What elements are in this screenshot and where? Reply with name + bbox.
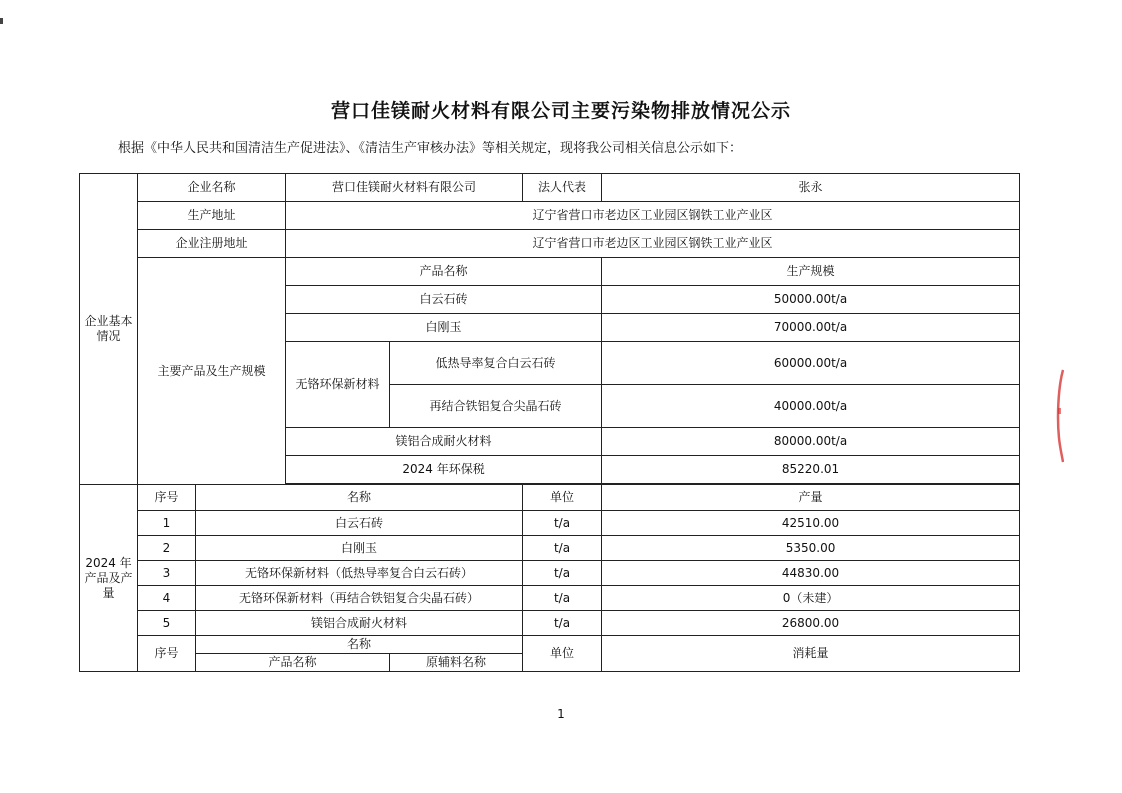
row-no: 2 (138, 536, 196, 561)
capacity-header: 生产规模 (602, 258, 1020, 286)
table-row (80, 202, 1022, 230)
product-name: 低热导率复合白云石砖 (390, 342, 602, 385)
scan-edge-mark (0, 18, 3, 24)
row-no: 3 (138, 561, 196, 586)
row-output: 5350.00 (602, 536, 1020, 561)
product-name: 再结合铁铝复合尖晶石砖 (390, 385, 602, 428)
consumption-no-header: 序号 (138, 636, 196, 672)
row-output: 0（未建） (602, 586, 1020, 611)
product-name: 白刚玉 (286, 314, 602, 342)
product-group-label: 无铬环保新材料 (286, 342, 390, 428)
intro-paragraph: 根据《中华人民共和国清洁生产促进法》、《清洁生产审核办法》等相关规定，现将我公司相关信息公示如下： (118, 141, 743, 156)
name-header: 名称 (196, 485, 523, 511)
row-no: 1 (138, 511, 196, 536)
page-number: 1 (557, 707, 565, 721)
legal-rep-label: 法人代表 (523, 174, 602, 202)
row-output: 42510.00 (602, 511, 1020, 536)
row-name: 白刚玉 (196, 536, 523, 561)
production-address-label: 生产地址 (138, 202, 286, 230)
registered-address-label: 企业注册地址 (138, 230, 286, 258)
row-unit: t/a (523, 561, 602, 586)
table-row (80, 561, 1022, 586)
disclosure-table (79, 173, 1021, 672)
output-header: 产量 (602, 485, 1020, 511)
row-no: 4 (138, 586, 196, 611)
legal-rep-value: 张永 (602, 174, 1020, 202)
row-output: 44830.00 (602, 561, 1020, 586)
unit-header: 单位 (523, 485, 602, 511)
company-name-value: 营口佳镁耐火材料有限公司 (286, 174, 523, 202)
table-row (80, 536, 1022, 561)
table-row (80, 485, 1022, 511)
table-row (80, 174, 1022, 202)
row-name: 无铬环保新材料（低热导率复合白云石砖） (196, 561, 523, 586)
row-no: 5 (138, 611, 196, 636)
consumption-product-name-header: 产品名称 (196, 654, 390, 672)
row-name: 无铬环保新材料（再结合铁铝复合尖晶石砖） (196, 586, 523, 611)
product-capacity: 80000.00t/a (602, 428, 1020, 456)
section-label-output: 2024 年产品及产量 (80, 485, 138, 672)
row-unit: t/a (523, 611, 602, 636)
row-unit: t/a (523, 536, 602, 561)
env-tax-value: 85220.01 (602, 456, 1020, 484)
product-capacity: 40000.00t/a (602, 385, 1020, 428)
row-name: 白云石砖 (196, 511, 523, 536)
products-label: 主要产品及生产规模 (138, 258, 286, 485)
consumption-amount-header: 消耗量 (602, 636, 1020, 672)
no-header: 序号 (138, 485, 196, 511)
product-capacity: 60000.00t/a (602, 342, 1020, 385)
product-capacity: 50000.00t/a (602, 286, 1020, 314)
table-row (80, 511, 1022, 536)
product-name-header: 产品名称 (286, 258, 602, 286)
product-capacity: 70000.00t/a (602, 314, 1020, 342)
row-unit: t/a (523, 586, 602, 611)
env-tax-label: 2024 年环保税 (286, 456, 602, 484)
table-row (80, 586, 1022, 611)
production-address-value: 辽宁省营口市老边区工业园区钢铁工业产业区 (286, 202, 1020, 230)
product-name: 白云石砖 (286, 286, 602, 314)
consumption-name-header: 名称 (196, 636, 523, 654)
table-row (80, 230, 1022, 258)
row-unit: t/a (523, 511, 602, 536)
consumption-material-name-header: 原辅料名称 (390, 654, 523, 672)
seal-fragment-icon (1056, 368, 1064, 464)
row-output: 26800.00 (602, 611, 1020, 636)
company-name-label: 企业名称 (138, 174, 286, 202)
table-row (80, 258, 1022, 286)
registered-address-value: 辽宁省营口市老边区工业园区钢铁工业产业区 (286, 230, 1020, 258)
row-name: 镁铝合成耐火材料 (196, 611, 523, 636)
section-label-basic: 企业基本情况 (80, 174, 138, 485)
table-row (80, 611, 1022, 636)
page-title: 营口佳镁耐火材料有限公司主要污染物排放情况公示 (330, 100, 791, 122)
product-name: 镁铝合成耐火材料 (286, 428, 602, 456)
consumption-unit-header: 单位 (523, 636, 602, 672)
table-row (80, 636, 1022, 654)
